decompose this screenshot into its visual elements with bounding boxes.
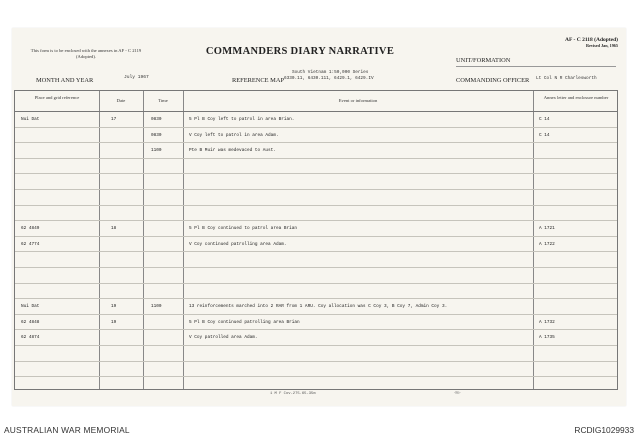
commanding-officer-label: COMMANDING OFFICER [456,77,530,84]
cell-time: 1100 [151,304,162,310]
col-header-date: Date [116,98,126,103]
cell-date: 18 [111,226,117,232]
page-mark: -86- [454,390,461,395]
reference-map-label: REFERENCE MAP [232,77,285,84]
cell-place: 62 4774 [21,241,40,247]
form-id [565,37,618,49]
cell-event: V Coy continued patrolling area Adam. [189,241,287,247]
col-header-annex: Annex letter and enclosure number [543,95,609,100]
cell-place: Nui Dat [21,117,40,122]
row-rule [15,283,617,284]
row-rule [15,329,617,330]
header-divider [15,111,617,112]
row-rule [15,236,617,237]
row-rule [15,158,617,159]
cell-annex: A 1722 [539,241,555,247]
cell-event: V Coy left to patrol in area Adam. [189,132,279,138]
reference-map-value: 6330.11, 6430.111, 6429.1, 6429.IV [284,76,374,81]
row-rule [15,345,617,346]
row-rule [15,298,617,299]
cell-place: Nui Dat [21,304,40,310]
form-note: This form is to be enclosed with the annexes in AF - C 2119 (Adopted). [30,48,142,59]
cell-date: 19 [111,319,117,325]
cell-event: Pte B Muir was medevaced to Aust. [189,148,276,154]
cell-annex: A 1735 [539,335,555,341]
row-rule [15,220,617,221]
col-header-place: Place and grid reference [34,95,80,100]
unit-field-line [456,66,616,67]
row-rule [15,189,617,190]
month-label: MONTH AND YEAR [36,77,94,84]
cell-time: 0830 [151,117,162,122]
cell-annex: C 14 [539,132,550,138]
row-rule [15,361,617,362]
cell-annex: A 1732 [539,319,555,325]
cell-time: 0830 [151,132,162,138]
credit-source: AUSTRALIAN WAR MEMORIAL [4,425,130,435]
cell-date: 17 [111,117,117,122]
row-rule [15,267,617,268]
row-rule [15,205,617,206]
map-series: South Vietnam 1:50,000 Series [292,70,369,75]
cell-event: V Coy patrolled area Adam. [189,335,258,341]
credit-id: RCDIG1029933 [574,425,634,435]
row-rule [15,314,617,315]
row-rule [15,142,617,143]
month-value: July 1967 [124,75,149,80]
print-code: 1 M F Cov-275.65-35m [270,392,316,396]
cell-event: 5 Pl B Coy continued patrolling area Brian [189,319,300,325]
row-rule [15,173,617,174]
row-rule [15,251,617,252]
cell-event: 5 Pl B Coy continued to patrol area Brian [189,226,298,232]
unit-label: UNIT/FORMATION [456,57,511,64]
cell-annex: A 1721 [539,226,555,232]
cell-place: 62 4849 [21,226,40,232]
cell-place: 62 4874 [21,335,40,341]
row-rule [15,127,617,128]
page-title: COMMANDERS DIARY NARRATIVE [205,46,395,57]
cell-place: 62 4848 [21,319,40,325]
cell-time: 1100 [151,148,162,154]
col-header-time: Time [158,98,168,103]
cell-date: 19 [111,304,117,310]
row-rule [15,376,617,377]
cell-event: 5 Pl B Coy left to patrol in area Brian. [189,117,295,122]
form-revision: Revised Jan, 1965 [586,43,618,48]
cell-event: 13 reinforcements marched into 2 RAR from 1 ARU. Coy allocation was C Coy 3, B Coy 7, Admin Coy 3. [189,304,448,310]
cell-annex: C 14 [539,117,550,122]
col-header-event: Event or information [338,98,378,103]
diary-table [14,90,618,390]
form-number: AF - C 2118 (Adopted) [565,37,618,43]
commanding-officer-value: Lt Col N R Charlesworth [536,76,597,81]
